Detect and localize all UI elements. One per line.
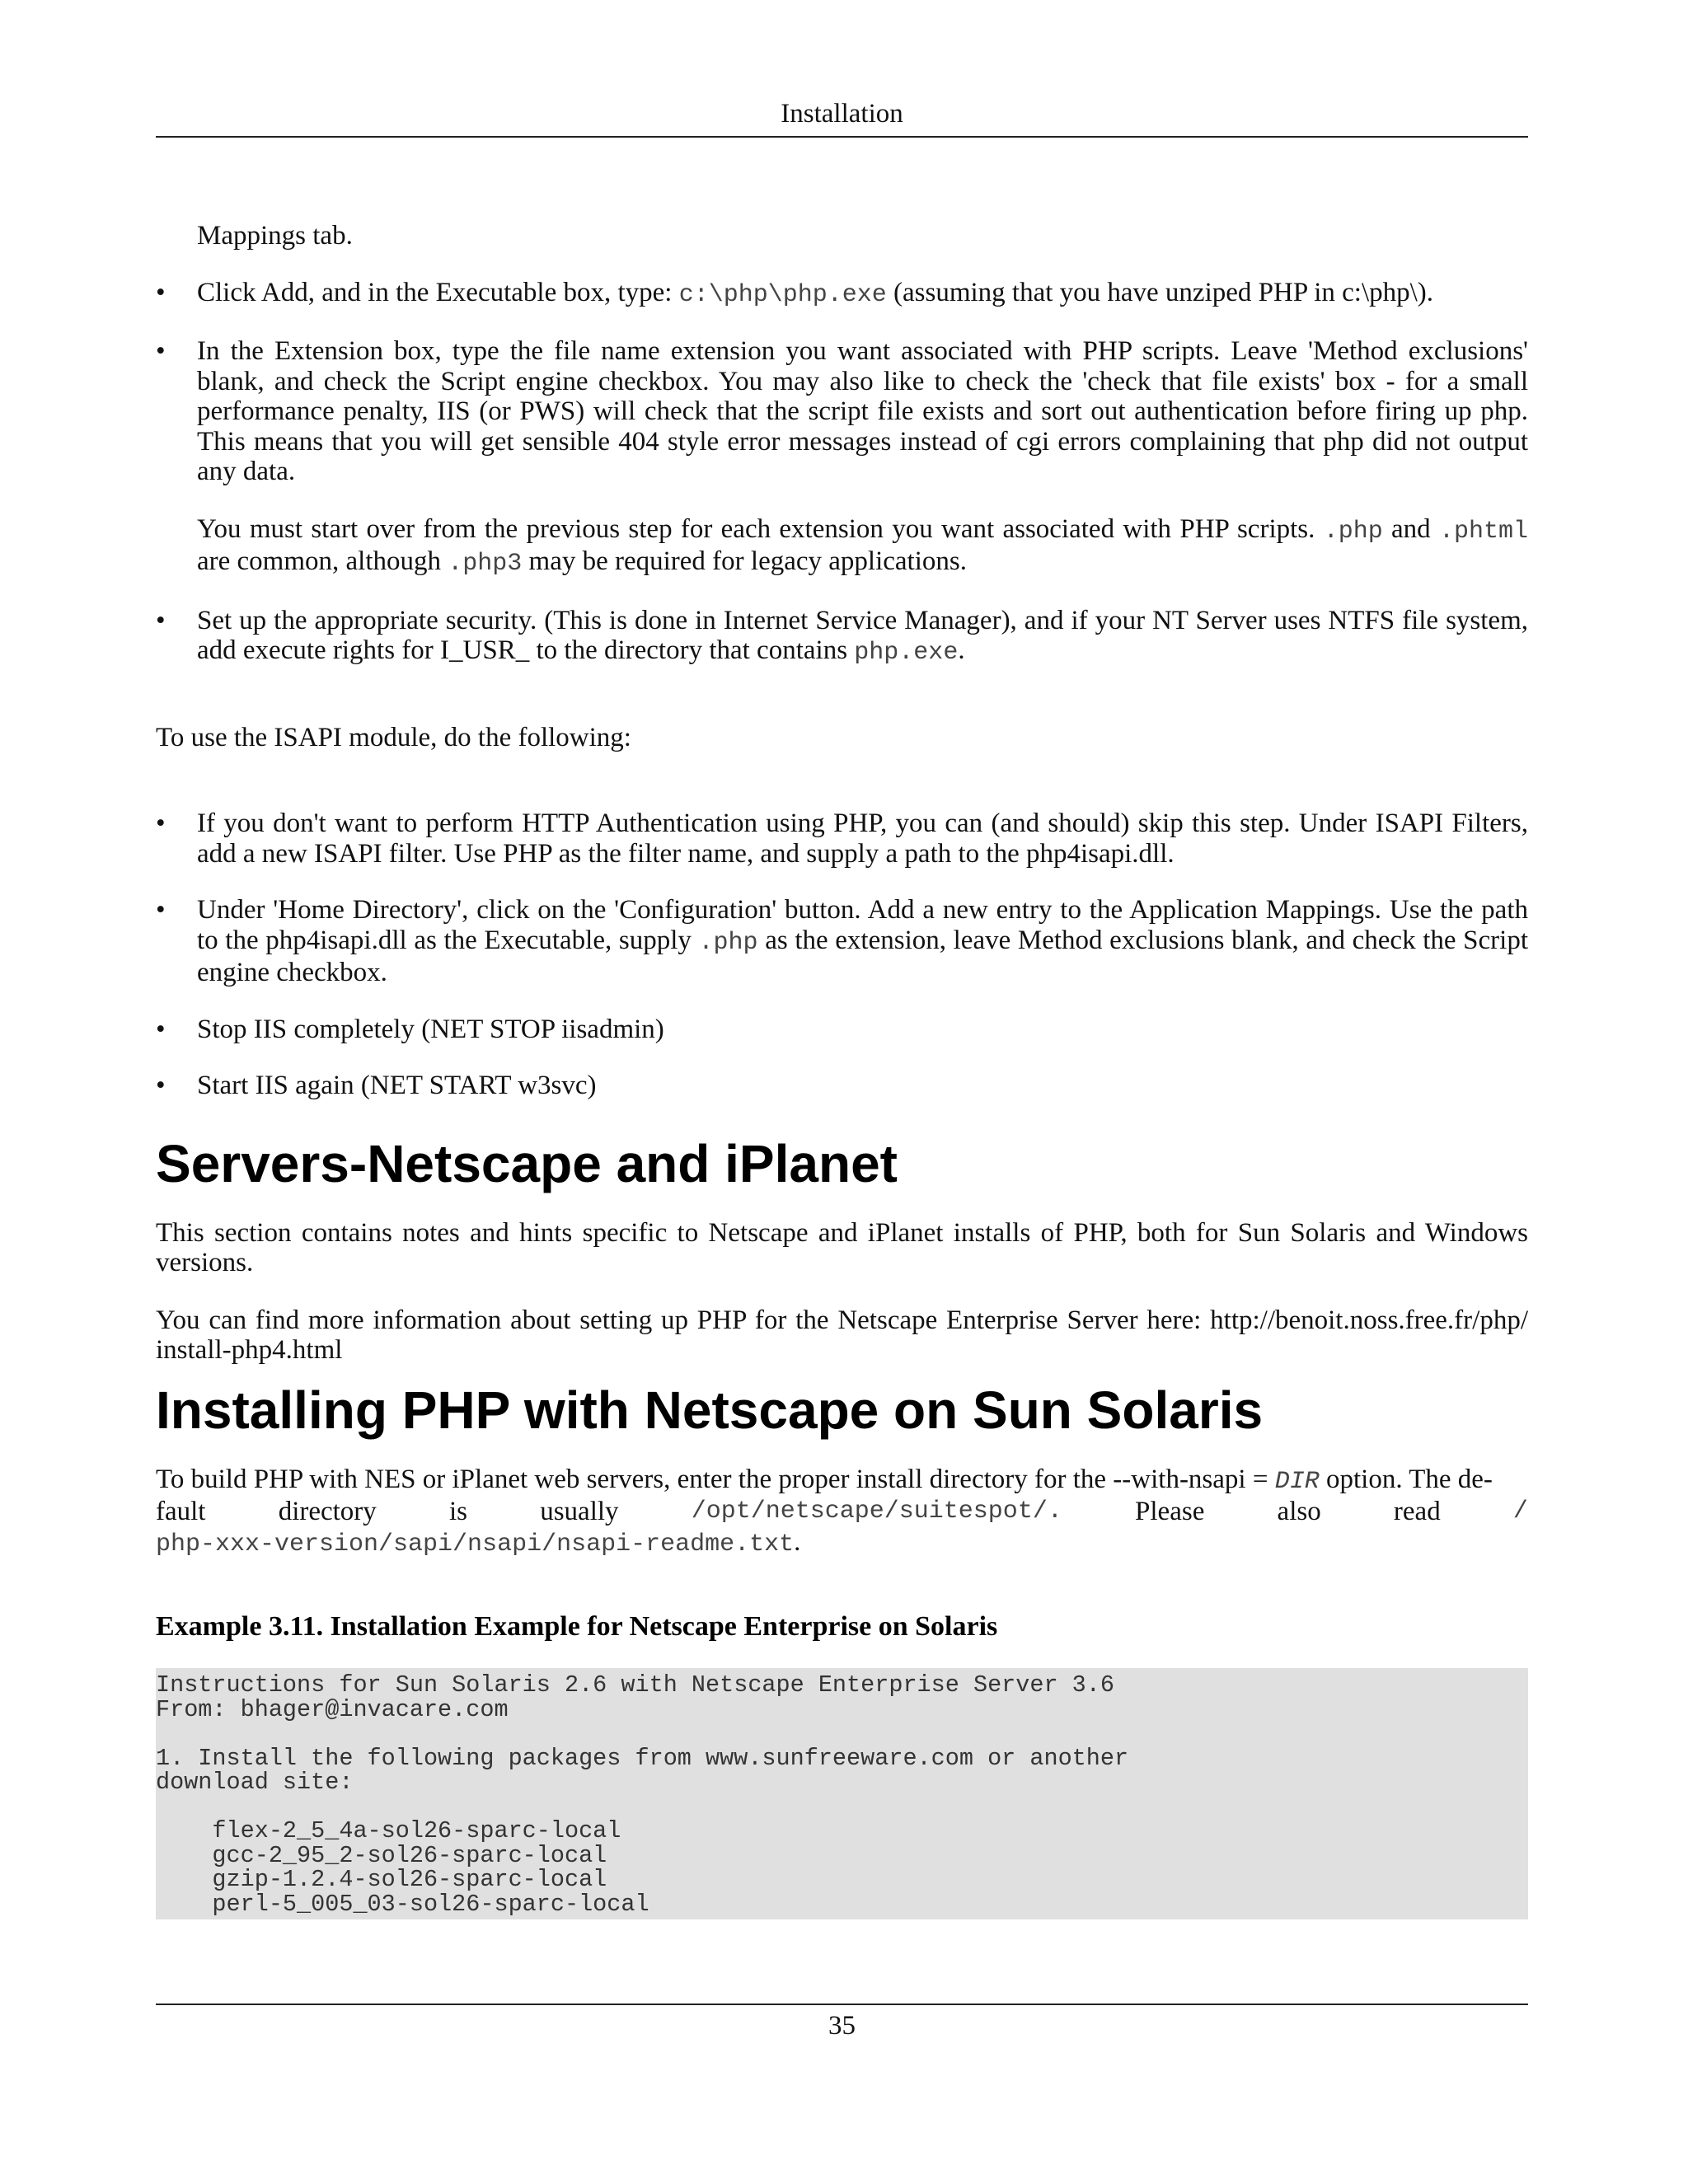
mappings-tab-text: Mappings tab.	[197, 221, 353, 251]
bullet-icon: •	[156, 605, 166, 635]
list-item-stop-iis: • Stop IIS completely (NET STOP iisadmin)	[156, 1014, 664, 1044]
bullet-icon: •	[156, 336, 166, 366]
inline-code: c:\php\php.exe	[678, 280, 887, 309]
bullet-icon: •	[156, 277, 166, 307]
extension-box-text: In the Extension box, type the file name extension you want associated with PHP scripts. Leave 'Method exclusions' blank, and check the Script engine checkbox. You may also like to check the 'check that file exists' box - for a small performance penalty, IIS (or PWS) will check that the script file exists and sort out authentication before firing up php. This means that you will get sensible 404 style error messages instead of cgi errors complaining that php did not output any data.	[197, 336, 1528, 486]
bullet-icon: •	[156, 1014, 166, 1044]
running-header: Installation	[781, 99, 903, 129]
start-over-text: You must start over from the previous step for each extension you want associated with PHP scripts. .php and .phtml are common, although .php3 may be required for legacy applications.	[197, 513, 1528, 578]
bullet-icon: •	[156, 895, 166, 925]
netscape-para-1: This section contains notes and hints specific to Netscape and iPlanet installs of PHP, both for Sun Solaris and Windows versions.	[156, 1217, 1528, 1277]
page-number: 35	[828, 2011, 856, 2041]
example-title: Example 3.11. Installation Example for Netscape Enterprise on Solaris	[156, 1611, 998, 1642]
heading-servers-netscape: Servers-Netscape and iPlanet	[156, 1133, 898, 1193]
list-item-home-directory: • Under 'Home Directory', click on the 'Configuration' button. Add a new entry to the Application Mappings. Use the path to the php4isapi.dll as the Executable, supply .php as the extension, leave Method exclusions blank, and check the Script engine checkbox.	[156, 895, 1528, 987]
header-rule	[156, 136, 1528, 138]
solaris-build-line-3: php-xxx-version/sapi/nsapi/nsapi-readme.txt.	[156, 1526, 801, 1558]
code-block: Instructions for Sun Solaris 2.6 with Netscape Enterprise Server 3.6 From: bhager@invacare.com 1. Install the following packages from www.sunfreeware.com or another download site: flex-2_5_4a-sol26-sparc-local gcc-2_95_2-sol26-sparc-local gzip-1.2.4-sol26-sparc-local perl-5_005_03-sol26-sparc-local	[156, 1668, 1528, 1919]
bullet-icon: •	[156, 1071, 166, 1100]
list-item-isapi-filter: • If you don't want to perform HTTP Authentication using PHP, you can (and should) skip this step. Under ISAPI Filters, add a new ISAPI filter. Use PHP as the filter name, and supply a path to the php4isapi.dll.	[156, 808, 1528, 869]
list-item-security: • Set up the appropriate security. (This is done in Internet Service Manager), and if your NT Server uses NTFS file system, add execute rights for I_USR_ to the directory that contains php.exe.	[156, 605, 1528, 667]
list-item-click-add: • Click Add, and in the Executable box, type: c:\php\php.exe (assuming that you have unziped PHP in c:\php\).	[156, 277, 1434, 309]
list-item-start-iis: • Start IIS again (NET START w3svc)	[156, 1071, 597, 1100]
footer-rule	[156, 2004, 1528, 2005]
heading-installing-solaris: Installing PHP with Netscape on Sun Solaris	[156, 1380, 1264, 1440]
netscape-para-2: You can find more information about setting up PHP for the Netscape Enterprise Server here: http://benoit.noss.free.fr/php/ install-php4.html	[156, 1305, 1528, 1365]
list-item-extension-box	[156, 336, 1528, 579]
page-body	[156, 221, 1528, 1919]
isapi-intro: To use the ISAPI module, do the following:	[156, 722, 631, 752]
solaris-build-line-1: To build PHP with NES or iPlanet web servers, enter the proper install directory for the --with-nsapi = DIR option. The de-	[156, 1464, 1493, 1496]
solaris-build-line-2: fault directory is usually /opt/netscape/suitespot/. Please also read /	[156, 1497, 1528, 1526]
bullet-icon: •	[156, 808, 166, 838]
